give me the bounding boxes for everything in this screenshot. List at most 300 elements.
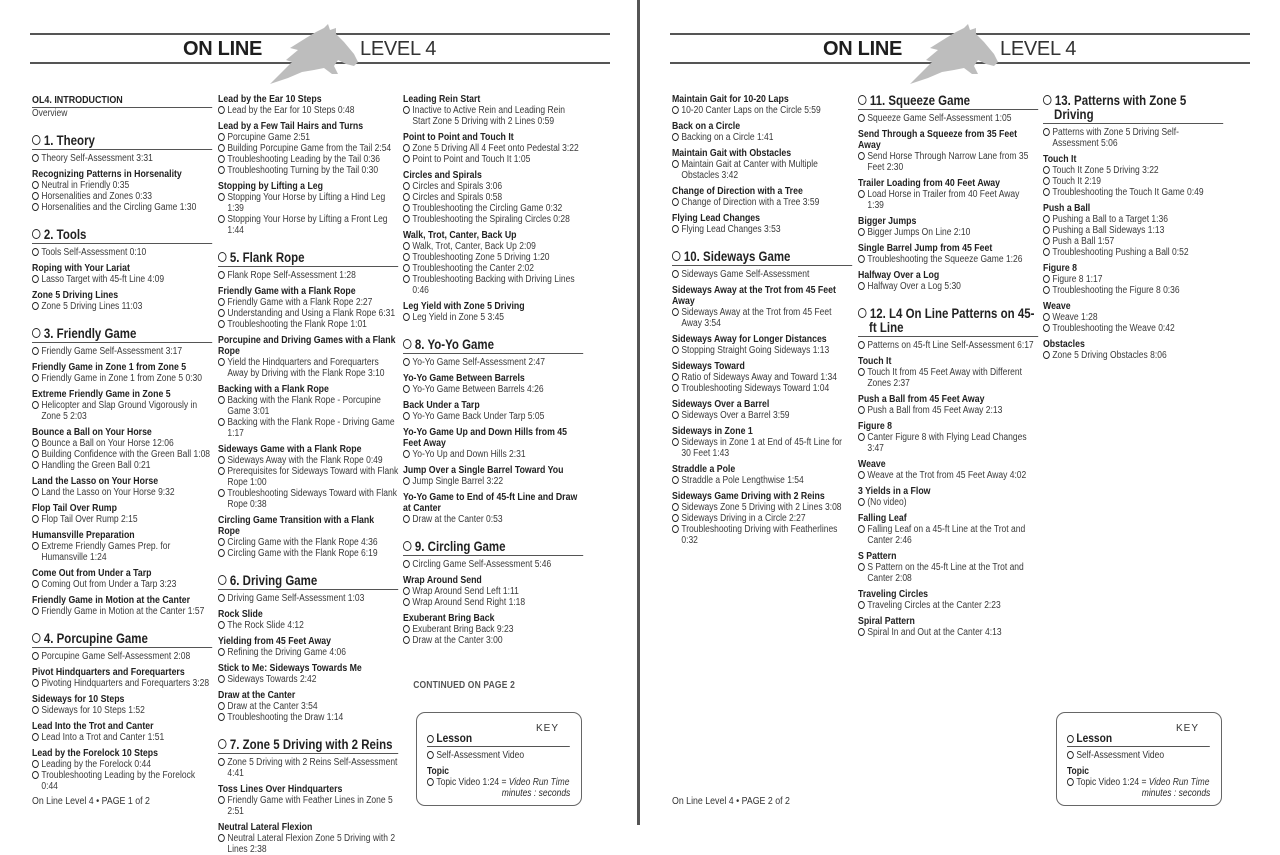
video-item[interactable] [218,712,398,723]
checkbox-circle-icon[interactable] [1043,166,1050,174]
video-item[interactable] [403,154,583,165]
checkbox-circle-icon[interactable] [32,633,41,643]
video-label: Yo-Yo Game Self-Assessment 2:47 [412,357,545,368]
video-item[interactable] [403,635,583,646]
checkbox-circle-icon[interactable] [218,252,227,262]
video-item[interactable] [218,795,398,817]
checkbox-circle-icon[interactable] [32,275,39,283]
video-label: Pivoting Hindquarters and Forequarters 3:28 [41,678,210,689]
video-item[interactable] [1043,247,1223,258]
checkbox-circle-icon[interactable] [403,515,410,523]
lesson-heading[interactable] [672,250,852,266]
video-item[interactable] [858,254,1038,265]
checkbox-circle-icon[interactable] [858,282,865,290]
checkbox-circle-icon[interactable] [1043,226,1050,234]
checkbox-circle-icon[interactable] [218,358,225,366]
checkbox-circle-icon[interactable] [32,607,39,615]
video-label: Leading by the Forelock 0:44 [41,759,151,770]
video-item[interactable] [32,108,212,119]
video-item[interactable] [858,189,1038,211]
video-item[interactable] [403,411,583,422]
checkbox-circle-icon[interactable] [403,560,410,568]
video-item[interactable] [218,674,398,685]
video-item[interactable] [32,180,212,191]
video-item[interactable] [672,383,852,394]
video-item[interactable] [218,466,398,488]
checkbox-circle-icon[interactable] [1043,248,1050,256]
video-item[interactable] [403,181,583,192]
video-item[interactable] [218,593,398,604]
checkbox-circle-icon[interactable] [403,541,412,551]
lesson-title: 9. Circling Game [414,539,506,554]
checkbox-circle-icon[interactable] [403,412,410,420]
checkbox-circle-icon[interactable] [218,467,225,475]
video-item[interactable] [403,449,583,460]
video-item[interactable] [403,263,583,274]
video-item[interactable] [403,312,583,323]
video-label: Exuberant Bring Back 9:23 [412,624,514,635]
video-item[interactable] [218,833,398,855]
checkbox-circle-icon[interactable] [32,154,39,162]
checkbox-circle-icon[interactable] [32,706,39,714]
checkbox-circle-icon[interactable] [403,636,410,644]
video-item[interactable] [1043,312,1223,323]
checkbox-circle-icon[interactable] [672,411,679,419]
checkbox-circle-icon[interactable] [672,525,679,533]
video-item[interactable] [403,274,583,296]
checkbox-circle-icon[interactable] [858,601,865,609]
video-label: Halfway Over a Log 5:30 [867,281,961,292]
video-label: Change of Direction with a Tree 3:59 [681,197,820,208]
checkbox-circle-icon[interactable] [403,625,410,633]
checkbox-circle-icon[interactable] [403,264,410,272]
video-item[interactable] [32,301,212,312]
video-item[interactable] [403,252,583,263]
checkbox-circle-icon[interactable] [1043,313,1050,321]
video-label: Porcupine Game Self-Assessment 2:08 [41,651,191,662]
checkbox-circle-icon[interactable] [858,308,867,318]
key-title: KEY [535,723,559,734]
video-item[interactable] [32,651,212,662]
checkbox-circle-icon[interactable] [218,166,225,174]
checkbox-circle-icon[interactable] [32,181,39,189]
video-item[interactable] [218,154,398,165]
checkbox-circle-icon[interactable] [672,133,679,141]
video-item[interactable] [403,214,583,225]
checkbox-circle-icon[interactable] [218,133,225,141]
video-item[interactable] [403,192,583,203]
video-item[interactable] [1043,236,1223,247]
video-item[interactable] [858,432,1038,454]
video-item[interactable] [32,191,212,202]
video-item[interactable] [1043,127,1223,149]
checkbox-circle-icon[interactable] [218,396,225,404]
checkbox-circle-icon[interactable] [403,358,410,366]
key-content [1067,721,1212,799]
checkbox-circle-icon[interactable] [858,525,865,533]
video-item[interactable] [32,153,212,164]
checkbox-circle-icon[interactable] [218,538,225,546]
legend-key-box [1056,712,1222,806]
lesson-heading[interactable] [1043,94,1223,124]
checkbox-circle-icon[interactable] [218,193,225,201]
video-item[interactable] [672,437,852,459]
checkbox-circle-icon[interactable] [672,198,679,206]
checkbox-circle-icon[interactable] [672,270,679,278]
video-item[interactable] [1043,285,1223,296]
header-title-level: LEVEL 4 [1000,38,1077,60]
checkbox-circle-icon[interactable] [32,248,39,256]
checkbox-circle-icon[interactable] [32,652,39,660]
video-item[interactable] [32,541,212,563]
checkbox-circle-icon[interactable] [403,275,410,283]
checkbox-circle-icon[interactable] [218,489,225,497]
video-item[interactable] [32,400,212,422]
video-item[interactable] [218,270,398,281]
checkbox-circle-icon[interactable] [403,598,410,606]
video-item[interactable] [1043,323,1223,334]
checkbox-circle-icon[interactable] [403,477,410,485]
video-item[interactable] [672,524,852,546]
checkbox-circle-icon[interactable] [672,106,679,114]
video-label: Backing with the Flank Rope - Porcupine Game 3:01 [227,395,381,417]
video-item[interactable] [672,513,852,524]
video-item[interactable] [218,165,398,176]
video-label: Understanding and Using a Flank Rope 6:31 [227,308,396,319]
checkbox-circle-icon[interactable] [1043,324,1050,332]
video-label: Helicopter and Slap Ground Vigorously in Zone 5 2:03 [41,400,198,422]
lesson-heading[interactable] [32,632,212,648]
video-item[interactable] [858,367,1038,389]
video-item[interactable] [672,345,852,356]
video-item[interactable] [1043,350,1223,361]
checkbox-circle-icon[interactable] [218,621,225,629]
checkbox-circle-icon[interactable] [672,373,679,381]
checkbox-circle-icon[interactable] [218,758,225,766]
checkbox-circle-icon[interactable] [672,438,679,446]
lesson-section [32,228,212,258]
checkbox-circle-icon[interactable] [32,580,39,588]
lesson-heading[interactable] [32,134,212,150]
checkbox-circle-icon[interactable] [1043,237,1050,245]
checkbox-circle-icon[interactable] [218,549,225,557]
checkbox-circle-icon[interactable] [32,203,39,211]
checkbox-circle-icon[interactable] [403,204,410,212]
checkbox-circle-icon[interactable] [32,229,41,239]
video-item[interactable] [32,606,212,617]
checkbox-circle-icon[interactable] [218,713,225,721]
video-item[interactable] [32,438,212,449]
checkbox-circle-icon[interactable] [32,450,39,458]
checkbox-circle-icon[interactable] [218,702,225,710]
video-item[interactable] [218,214,398,236]
video-item[interactable] [1043,176,1223,187]
video-item[interactable] [218,757,398,779]
video-item[interactable] [858,524,1038,546]
video-item[interactable] [858,151,1038,173]
checkbox-circle-icon[interactable] [403,182,410,190]
video-item[interactable] [32,705,212,716]
checkbox-circle-icon[interactable] [672,251,681,261]
checkbox-circle-icon[interactable] [1043,215,1050,223]
checkbox-circle-icon[interactable] [218,155,225,163]
lesson-heading[interactable] [218,738,398,754]
video-item[interactable] [858,227,1038,238]
video-item[interactable] [1043,274,1223,285]
video-item[interactable] [403,105,583,127]
checkbox-circle-icon[interactable] [32,192,39,200]
video-item[interactable] [32,202,212,213]
checkbox-circle-icon[interactable] [403,339,412,349]
lesson-title: 12. L4 On Line Patterns on 45-ft Line [869,306,1035,335]
topic-title: Sideways Game Driving with 2 Reins [672,491,825,502]
checkbox-circle-icon[interactable] [403,144,410,152]
video-label: Troubleshooting the Flank Rope 1:01 [227,319,367,330]
video-item[interactable] [403,476,583,487]
lesson-heading[interactable] [858,94,1038,110]
checkbox-circle-icon[interactable] [1043,275,1050,283]
video-item[interactable] [32,732,212,743]
checkbox-circle-icon[interactable] [32,439,39,447]
video-label: Sideways Zone 5 Driving with 2 Lines 3:08 [681,502,842,513]
video-item[interactable] [672,159,852,181]
checkbox-circle-icon[interactable] [672,476,679,484]
video-item[interactable] [32,346,212,357]
video-label: Backing on a Circle 1:41 [681,132,774,143]
video-item[interactable] [403,559,583,570]
checkbox-circle-icon[interactable] [32,135,41,145]
video-item[interactable] [672,502,852,513]
checkbox-circle-icon[interactable] [32,302,39,310]
checkbox-circle-icon[interactable] [32,374,39,382]
checkbox-circle-icon[interactable] [32,760,39,768]
video-item[interactable] [32,514,212,525]
checkbox-circle-icon[interactable] [32,328,41,338]
video-item[interactable] [32,759,212,770]
video-item[interactable] [1043,165,1223,176]
video-item[interactable] [32,678,212,689]
topic-group [218,515,398,559]
video-item[interactable] [858,281,1038,292]
video-item[interactable] [218,537,398,548]
video-item[interactable] [32,247,212,258]
checkbox-circle-icon[interactable] [858,95,867,105]
video-item[interactable] [218,548,398,559]
video-item[interactable] [218,319,398,330]
video-item[interactable] [403,357,583,368]
video-item[interactable] [858,405,1038,416]
video-item[interactable] [403,624,583,635]
checkbox-circle-icon[interactable] [32,542,39,550]
checkbox-circle-icon[interactable] [858,406,865,414]
checkbox-circle-icon[interactable] [672,384,679,392]
video-item[interactable] [403,384,583,395]
video-item[interactable] [32,460,212,471]
checkbox-circle-icon[interactable] [403,450,410,458]
topic-title: Back on a Circle [672,121,741,132]
lesson-heading[interactable] [218,574,398,590]
video-item[interactable] [32,487,212,498]
checkbox-circle-icon[interactable] [1043,95,1052,105]
checkbox-circle-icon[interactable] [858,563,865,571]
checkbox-circle-icon[interactable] [672,514,679,522]
checkbox-circle-icon[interactable] [403,313,410,321]
video-item[interactable] [672,197,852,208]
checkbox-circle-icon[interactable] [218,144,225,152]
checkbox-circle-icon[interactable] [218,456,225,464]
checkbox-circle-icon[interactable] [218,106,225,114]
checkbox-circle-icon[interactable] [218,739,227,749]
video-item[interactable] [672,224,852,235]
topic-group [403,575,583,608]
checkbox-circle-icon[interactable] [32,733,39,741]
checkbox-circle-icon[interactable] [1043,351,1050,359]
checkbox-circle-icon[interactable] [403,242,410,250]
checkbox-circle-icon[interactable] [218,796,225,804]
checkbox-circle-icon[interactable] [1043,188,1050,196]
checkbox-circle-icon[interactable] [858,628,865,636]
video-item[interactable] [672,410,852,421]
video-item[interactable] [218,192,398,214]
video-item[interactable] [858,627,1038,638]
checkbox-circle-icon[interactable] [218,575,227,585]
video-item[interactable] [403,241,583,252]
checkbox-circle-icon[interactable] [858,152,865,160]
checkbox-circle-icon[interactable] [858,498,865,506]
key-lesson-label: Lesson [1076,731,1113,745]
checkbox-circle-icon[interactable] [672,346,679,354]
video-item[interactable] [32,579,212,590]
lesson-title: 11. Squeeze Game [869,93,971,108]
checkbox-circle-icon[interactable] [1043,286,1050,294]
checkbox-circle-icon[interactable] [403,215,410,223]
video-item[interactable] [858,113,1038,124]
lesson-heading[interactable] [858,307,1038,337]
checkbox-circle-icon[interactable] [218,418,225,426]
video-item[interactable] [672,269,852,280]
video-item[interactable] [672,372,852,383]
checkbox-circle-icon[interactable] [403,106,410,114]
video-item[interactable] [858,470,1038,481]
video-item[interactable] [672,475,852,486]
checkbox-circle-icon[interactable] [403,253,410,261]
checkbox-circle-icon[interactable] [858,255,865,263]
checkbox-circle-icon[interactable] [1043,128,1050,136]
checkbox-circle-icon[interactable] [32,461,39,469]
video-item[interactable] [672,132,852,143]
video-item[interactable] [218,455,398,466]
topic-group [218,335,398,379]
video-item[interactable] [403,597,583,608]
video-item[interactable] [218,488,398,510]
checkbox-circle-icon[interactable] [858,471,865,479]
video-item[interactable] [1043,187,1223,198]
topic-title: Bounce a Ball on Your Horse [32,427,152,438]
lesson-heading[interactable] [32,228,212,244]
video-item[interactable] [32,449,212,460]
topic-title: Straddle a Pole [672,464,736,475]
checkbox-circle-icon[interactable] [218,594,225,602]
video-item[interactable] [672,105,852,116]
checkbox-circle-icon[interactable] [672,308,679,316]
video-item[interactable] [218,417,398,439]
video-item[interactable] [32,770,212,792]
video-label: Point to Point and Touch It 1:05 [412,154,531,165]
video-item[interactable] [218,620,398,631]
video-item[interactable] [218,132,398,143]
video-item[interactable] [218,143,398,154]
video-item[interactable] [858,497,1038,508]
topic-group [1043,301,1223,334]
checkbox-circle-icon[interactable] [1043,177,1050,185]
checkbox-circle-icon[interactable] [858,114,865,122]
checkbox-circle-icon[interactable] [403,587,410,595]
checkbox-circle-icon[interactable] [858,190,865,198]
video-item[interactable] [1043,225,1223,236]
video-item[interactable] [858,600,1038,611]
checkbox-circle-icon[interactable] [403,193,410,201]
checkbox-circle-icon[interactable] [858,433,865,441]
checkbox-circle-icon[interactable] [858,368,865,376]
checkbox-circle-icon[interactable] [32,679,39,687]
video-item[interactable] [218,701,398,712]
checkbox-circle-icon[interactable] [218,320,225,328]
video-item[interactable] [1043,214,1223,225]
checkbox-circle-icon[interactable] [403,385,410,393]
video-item[interactable] [218,308,398,319]
video-item[interactable] [403,514,583,525]
video-item[interactable] [218,395,398,417]
checkbox-circle-icon[interactable] [218,675,225,683]
video-item[interactable] [672,307,852,329]
checkbox-circle-icon[interactable] [218,298,225,306]
lesson-heading[interactable] [32,327,212,343]
checkbox-circle-icon[interactable] [858,341,865,349]
checkbox-circle-icon[interactable] [858,228,865,236]
video-item[interactable] [32,373,212,384]
checkbox-circle-icon[interactable] [672,225,679,233]
lesson-heading[interactable] [403,338,583,354]
checkbox-circle-icon[interactable] [32,771,39,779]
checkbox-circle-icon[interactable] [218,215,225,223]
checkbox-circle-icon[interactable] [218,648,225,656]
checkbox-circle-icon[interactable] [403,155,410,163]
lesson-section [32,327,212,357]
video-label: Pushing a Ball to a Target 1:36 [1052,214,1168,225]
checkbox-circle-icon[interactable] [672,160,679,168]
checkbox-circle-icon[interactable] [218,271,225,279]
video-item[interactable] [218,105,398,116]
video-item[interactable] [858,562,1038,584]
checkbox-circle-icon[interactable] [218,309,225,317]
video-item[interactable] [403,586,583,597]
checkbox-circle-icon[interactable] [672,503,679,511]
video-item[interactable] [32,274,212,285]
video-item[interactable] [218,647,398,658]
checkbox-circle-icon[interactable] [32,488,39,496]
video-item[interactable] [403,143,583,154]
checkbox-circle-icon[interactable] [32,347,39,355]
video-item[interactable] [218,297,398,308]
checkbox-circle-icon[interactable] [32,515,39,523]
lesson-heading[interactable] [403,540,583,556]
video-item[interactable] [403,203,583,214]
video-item[interactable] [218,357,398,379]
lesson-heading[interactable] [218,251,398,267]
video-item[interactable] [858,340,1038,351]
checkbox-circle-icon[interactable] [218,834,225,842]
checkbox-circle-icon[interactable] [32,401,39,409]
